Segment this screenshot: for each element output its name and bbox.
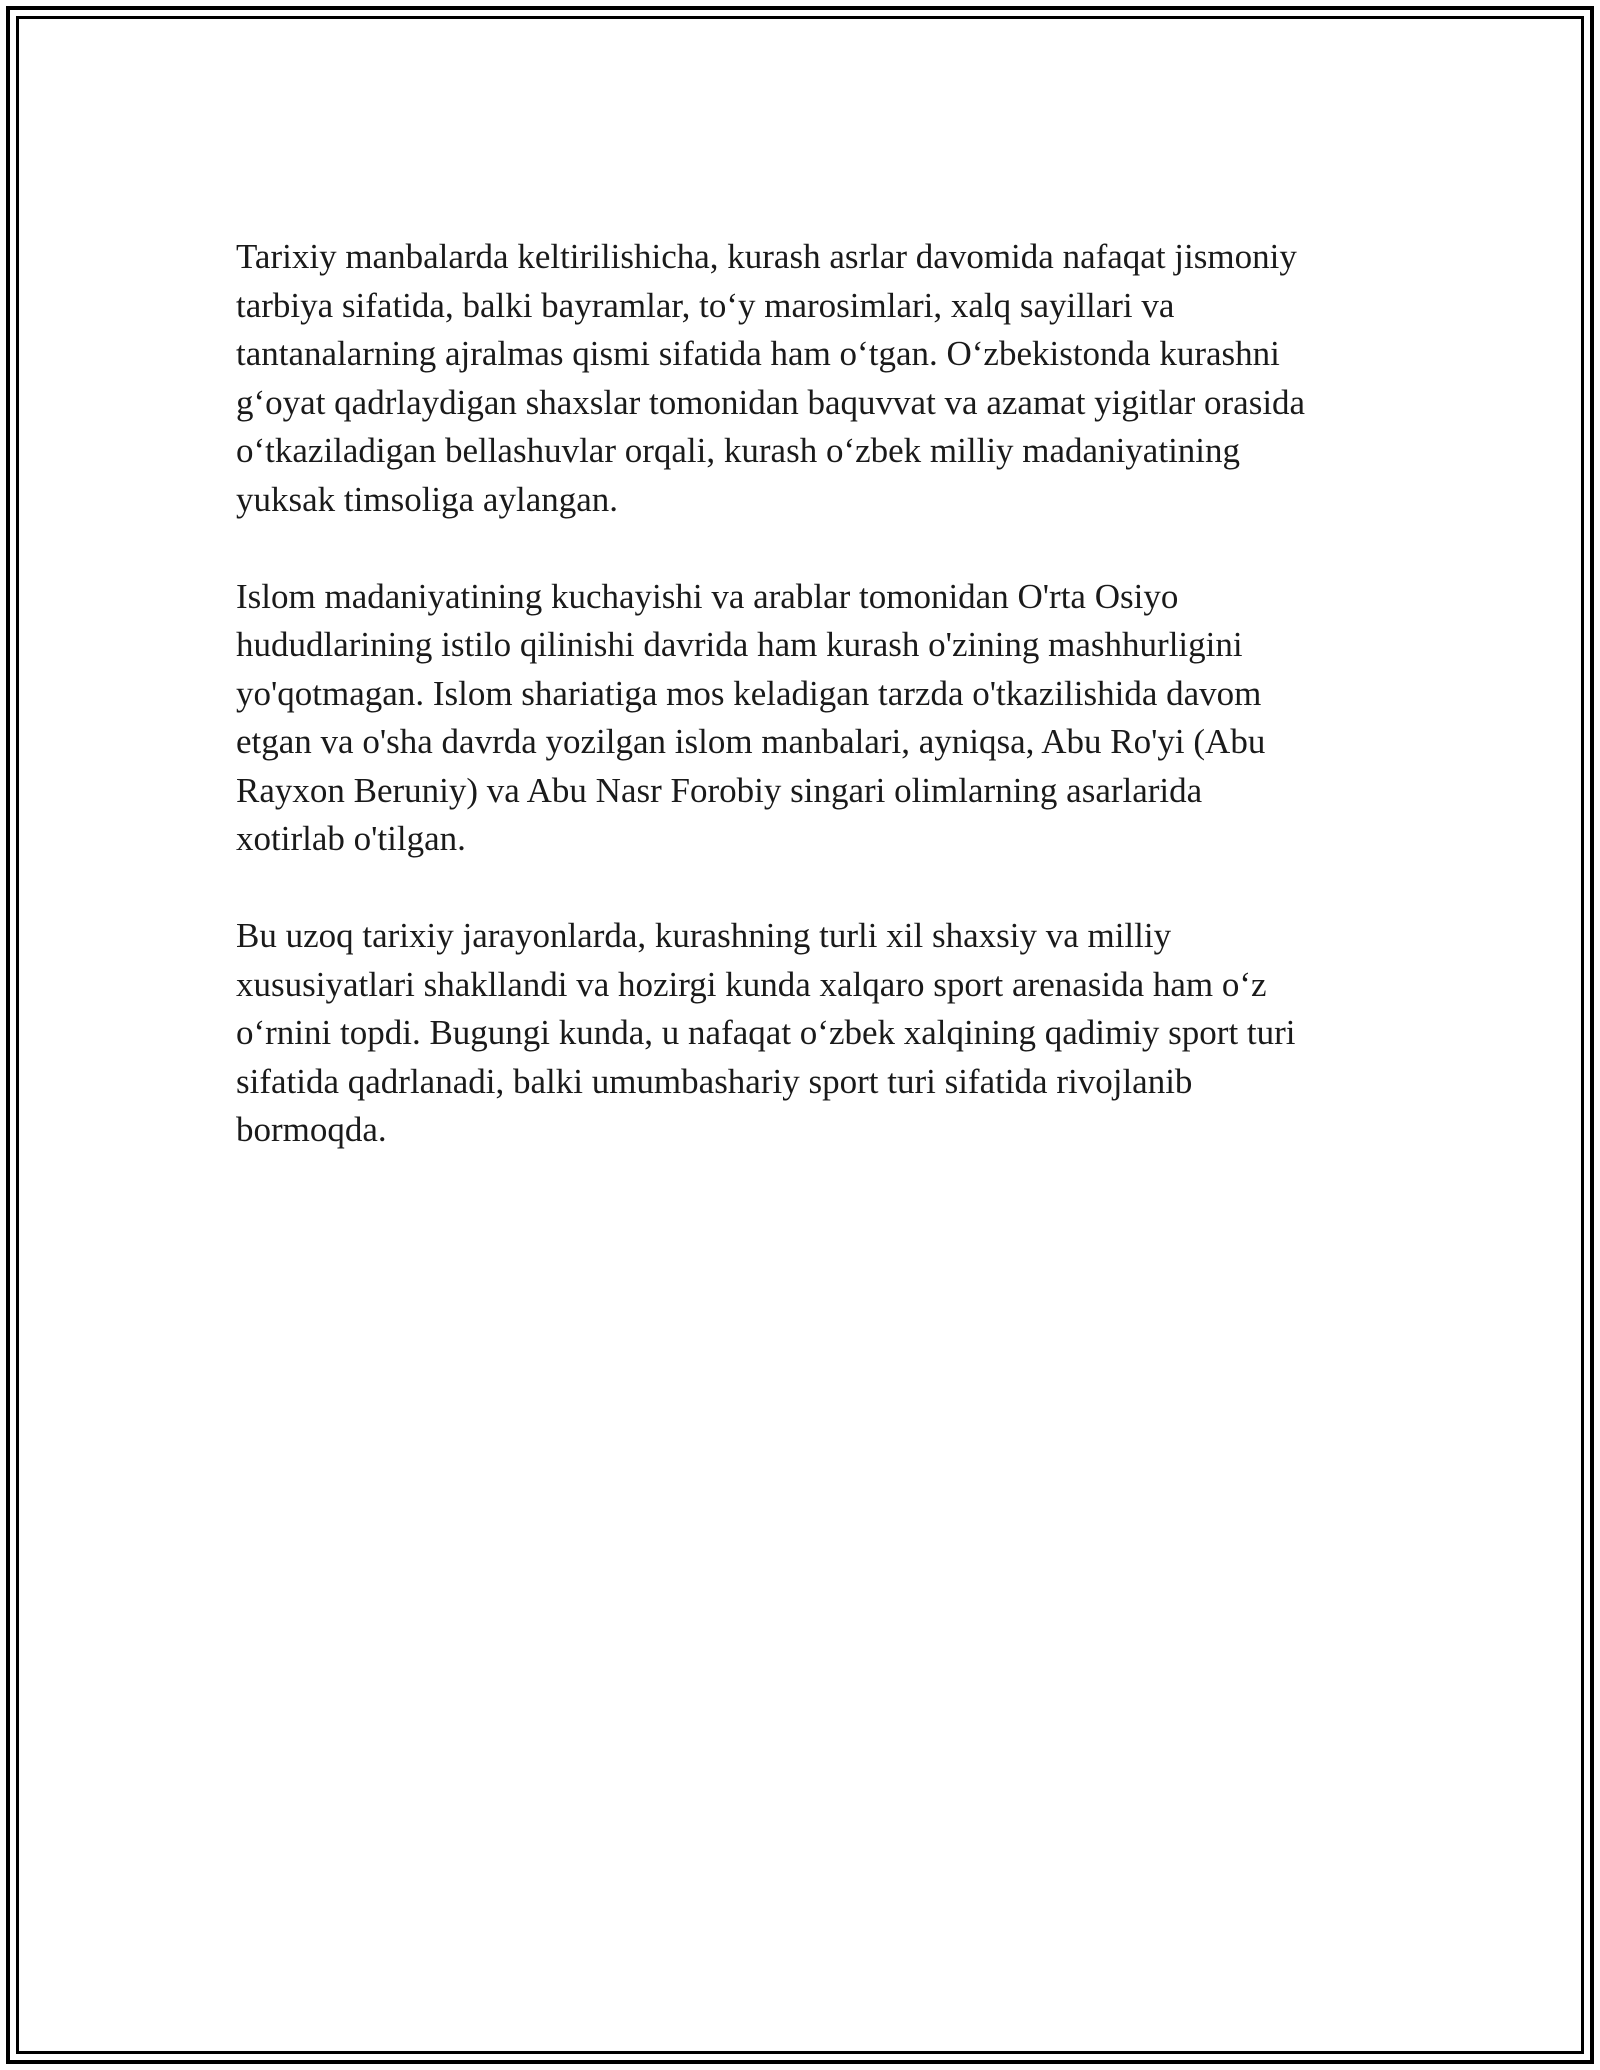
text-line: Bu uzoq tarixiy jarayonlarda, kurashning turli xil shaxsiy va milliy xyxy=(236,916,1172,955)
text-line: Rayxon Beruniy) va Abu Nasr Forobiy singari olimlarning asarlarida xyxy=(236,770,1203,810)
text-line: g‘oyat qadrlaydigan shaxslar tomonidan baquvvat va azamat yigitlar orasida xyxy=(236,382,1306,422)
text-line: o‘tkaziladigan bellashuvlar orqali, kurash o‘zbek milliy madaniyatining xyxy=(236,431,1241,470)
paragraph-2 xyxy=(236,573,1376,864)
document-body xyxy=(236,233,1376,1203)
text-line: o‘rnini topdi. Bugungi kunda, u nafaqat o‘zbek xalqining qadimiy sport turi xyxy=(236,1013,1296,1052)
text-line: Tarixiy manbalarda keltirilishicha, kurash asrlar davomida nafaqat jismoniy xyxy=(236,237,1297,276)
text-line: xotirlab o'tilgan. xyxy=(236,819,466,858)
paragraph-1 xyxy=(236,233,1376,524)
text-line: tarbiya sifatida, balki bayramlar, to‘y marosimlari, xalq sayillari va xyxy=(236,285,1175,325)
text-line: yo'qotmagan. Islom shariatiga mos keladigan tarzda o'tkazilishida davom xyxy=(236,673,1262,713)
text-line: bormoqda. xyxy=(236,1110,387,1149)
text-line: tantanalarning ajralmas qismi sifatida ham o‘tgan. O‘zbekistonda kurashni xyxy=(236,334,1280,373)
text-line: yuksak timsoliga aylangan. xyxy=(236,479,619,519)
text-line: etgan va o'sha davrda yozilgan islom manbalari, ayniqsa, Abu Ro'yi (Abu xyxy=(236,722,1266,761)
text-line: hududlarining istilo qilinishi davrida ham kurash o'zining mashhurligini xyxy=(236,625,1243,664)
text-line: Islom madaniyatining kuchayishi va arablar tomonidan O'rta Osiyo xyxy=(236,576,1179,616)
text-line: xususiyatlari shakllandi va hozirgi kunda xalqaro sport arenasida ham o‘z xyxy=(236,964,1267,1004)
paragraph-3 xyxy=(236,912,1376,1155)
text-line: sifatida qadrlanadi, balki umumbashariy sport turi sifatida rivojlanib xyxy=(236,1061,1193,1101)
